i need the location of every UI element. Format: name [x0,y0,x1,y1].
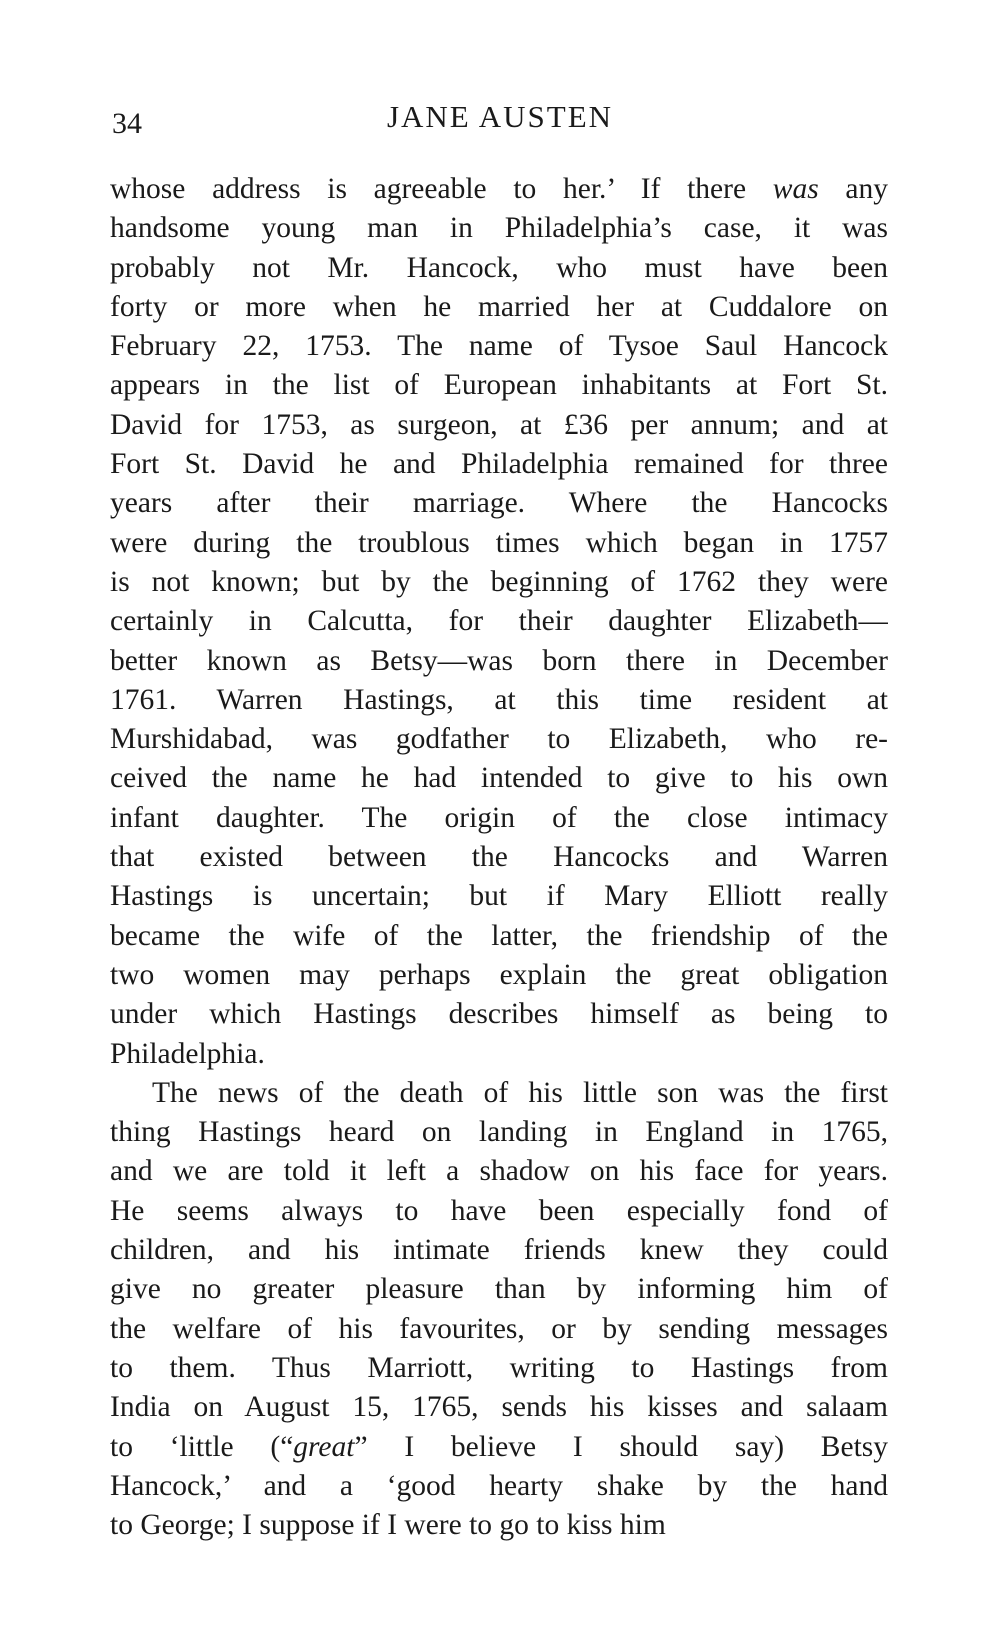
text-line: to George; I suppose if I were to go to kiss him [110,1509,666,1542]
text-line: He seems always to have been especially fond of [110,1194,888,1227]
text-line: infant daughter. The origin of the close intimacy [110,801,888,834]
text-line: David for 1753, as surgeon, at £36 per annum; and at [110,408,888,441]
page-header [0,95,1000,145]
text-line: Hastings is uncertain; but if Mary Elliott really [110,880,888,913]
italic-text: was [772,173,819,205]
paragraph [110,1074,888,1546]
text-line: give no greater pleasure than by informing him of [110,1273,888,1306]
text-line: appears in the list of European inhabitants at Fort St. [110,369,888,402]
text-line: under which Hastings describes himself as being to [110,998,888,1031]
text-line: Murshidabad, was godfather to Elizabeth, who re- [110,723,888,756]
text-line: handsome young man in Philadelphia’s case, it was [110,212,888,245]
text-line: children, and his intimate friends knew they could [110,1234,888,1267]
text-line: Hancock,’ and a ‘good hearty shake by the hand [110,1469,888,1502]
text-line: India on August 15, 1765, sends his kisses and salaam [110,1391,888,1424]
text-line: forty or more when he married her at Cuddalore on [110,290,888,323]
text-line: and we are told it left a shadow on his face for years. [110,1155,888,1188]
text-line: thing Hastings heard on landing in England in 1765, [110,1116,888,1149]
text-line: whose address is agreeable to her.’ If there was any [110,173,888,205]
page-number: 34 [112,107,142,140]
text-line: February 22, 1753. The name of Tysoe Saul Hancock [110,330,888,363]
body-text [110,170,888,1545]
text-line: Fort St. David he and Philadelphia remained for three [110,448,888,481]
paragraph [110,170,888,1074]
italic-text: great [293,1430,355,1463]
text-line: The news of the death of his little son was the first [152,1076,888,1109]
text-line: that existed between the Hancocks and Warren [110,841,888,874]
text-line: to ‘little (“great” I believe I should say) Betsy [110,1430,888,1463]
text-line: 1761. Warren Hastings, at this time resident at [110,683,888,716]
text-line: ceived the name he had intended to give to his own [110,762,888,795]
text-line: to them. Thus Marriott, writing to Hastings from [110,1351,888,1384]
text-line: certainly in Calcutta, for their daughter Elizabeth— [110,605,888,638]
text-line: probably not Mr. Hancock, who must have been [110,251,888,284]
text-line: Philadelphia. [110,1037,265,1070]
text-line: better known as Betsy—was born there in December [110,644,888,677]
text-line: became the wife of the latter, the friendship of the [110,919,888,952]
text-line: were during the troublous times which began in 1757 [110,526,888,559]
text-line: years after their marriage. Where the Hancocks [110,487,888,520]
text-line: is not known; but by the beginning of 1762 they were [110,565,888,598]
text-line: the welfare of his favourites, or by sending messages [110,1312,888,1345]
text-line: two women may perhaps explain the great obligation [110,958,888,991]
running-title: JANE AUSTEN [386,99,614,134]
